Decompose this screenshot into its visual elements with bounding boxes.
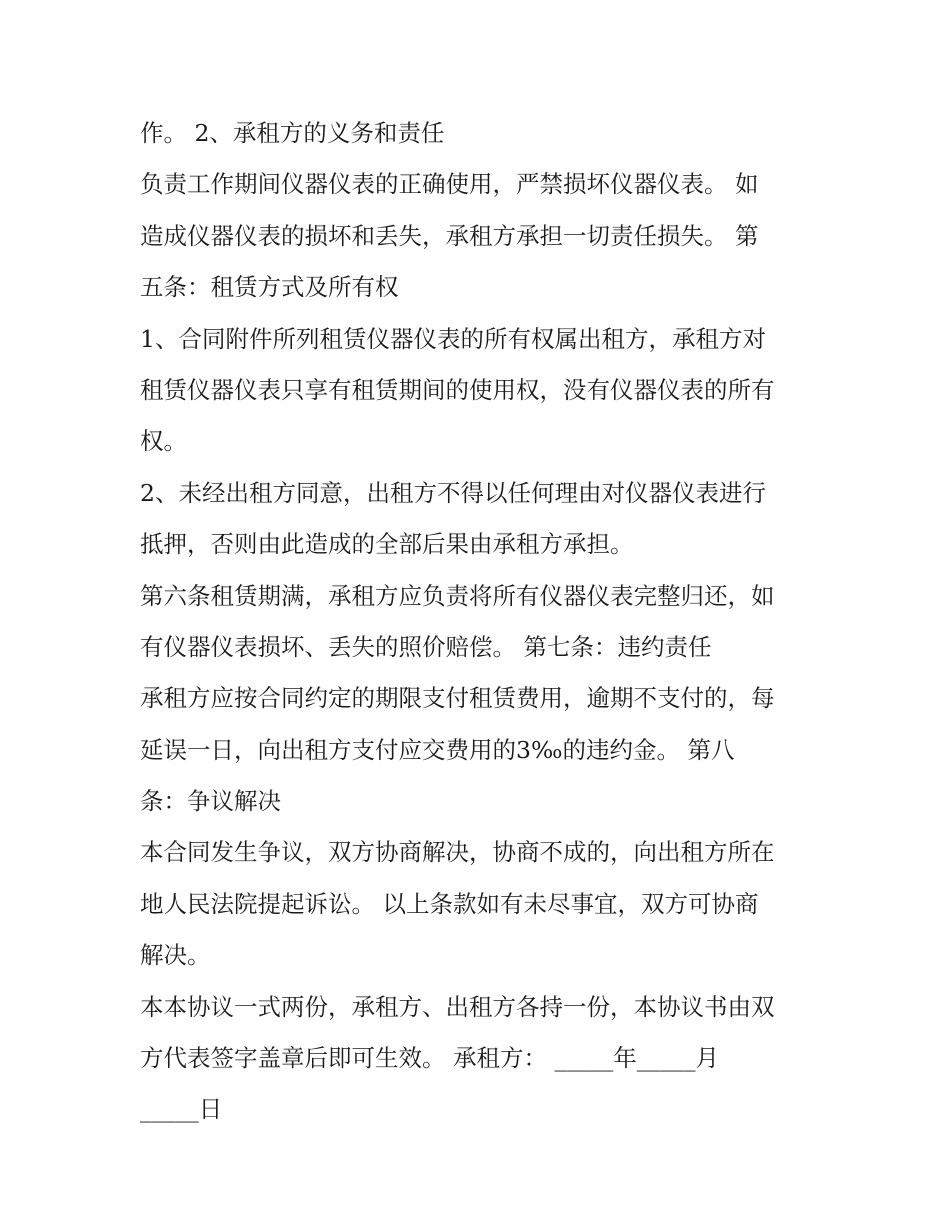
signature-date-line: 方代表签字盖章后即可生效。 承租方： _____年_____月 <box>140 1044 719 1073</box>
text-line: 权。 <box>140 427 187 456</box>
text-line: 地人民法院提起诉讼。 以上条款如有未尽事宜，双方可协商 <box>140 889 759 918</box>
text-line: 解决。 <box>140 941 211 970</box>
text-line: 第六条租赁期满，承租方应负责将所有仪器仪表完整归还，如 <box>140 581 775 610</box>
text-line: 租赁仪器仪表只享有租赁期间的使用权，没有仪器仪表的所有 <box>140 375 775 404</box>
text-line: 造成仪器仪表的损坏和丢失，承租方承担一切责任损失。 第 <box>140 221 759 250</box>
text-line: 负责工作期间仪器仪表的正确使用，严禁损坏仪器仪表。 如 <box>140 170 759 199</box>
text-line: 抵押，否则由此造成的全部后果由承租方承担。 <box>140 530 634 559</box>
contract-body-text <box>140 108 820 1136</box>
text-line: 五条：租赁方式及所有权 <box>140 273 399 302</box>
text-line: 承租方应按合同约定的期限支付租赁费用，逾期不支付的，每 <box>140 684 775 713</box>
text-line: 本合同发生争议，双方协商解决，协商不成的，向出租方所在 <box>140 838 775 867</box>
text-line: 作。 2、承租方的义务和责任 <box>140 119 445 147</box>
text-line: 1、合同附件所列租赁仪器仪表的所有权属出租方，承租方对 <box>140 324 766 353</box>
text-line: 延误一日，向出租方支付应交费用的3‰的违约金。 第八 <box>140 735 735 764</box>
signature-day-line: _____日 <box>140 1095 223 1124</box>
text-line: 2、未经出租方同意，出租方不得以任何理由对仪器仪表进行 <box>140 478 766 507</box>
text-line: 本本协议一式两份，承租方、出租方各持一份，本协议书由双 <box>140 992 775 1021</box>
text-line: 有仪器仪表损坏、丢失的照价赔偿。 第七条：违约责任 <box>140 632 712 661</box>
text-line: 条：争议解决 <box>140 787 281 816</box>
